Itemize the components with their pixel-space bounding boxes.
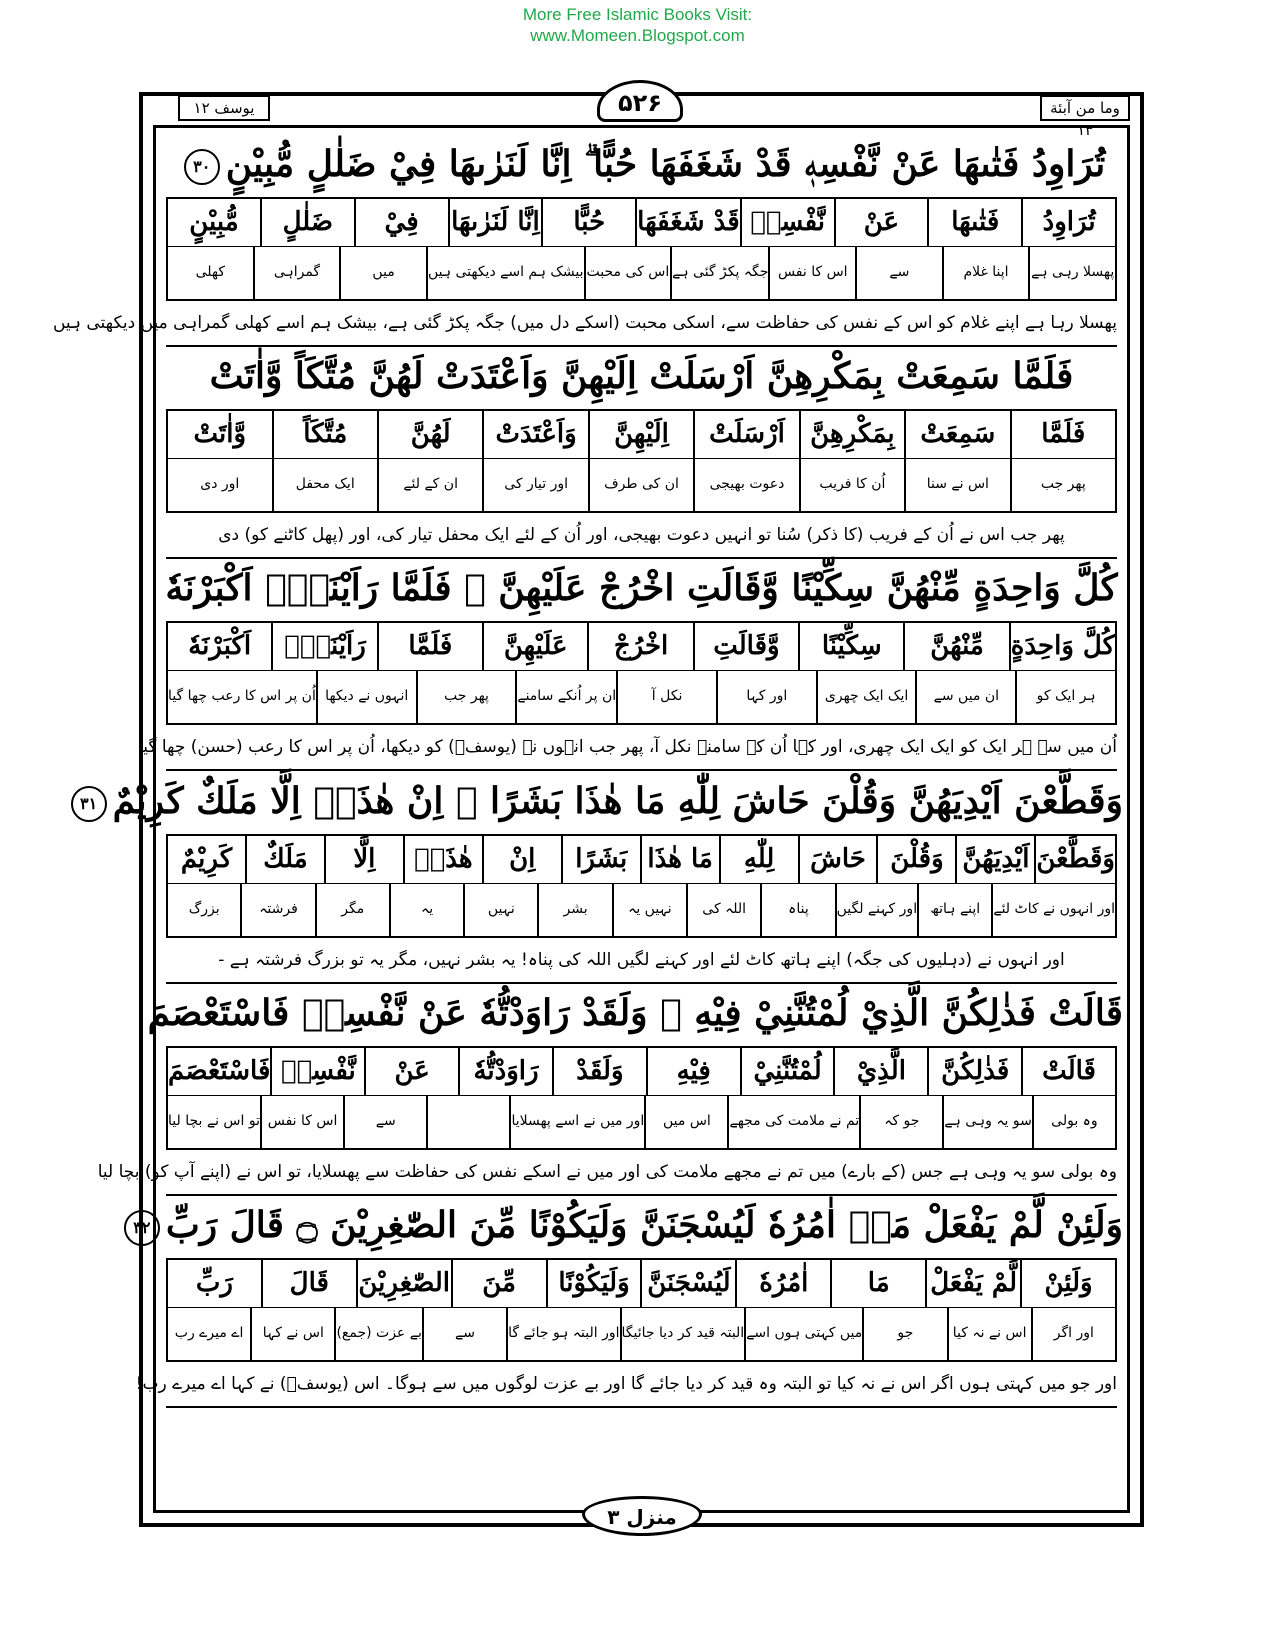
urdu-meaning-cell: سے (422, 1308, 506, 1360)
arabic-verse (160, 557, 1123, 619)
urdu-meaning-cell: جگہ پکڑ گئی ہے (670, 247, 768, 299)
urdu-meaning-cell: اس نے نہ کیا (947, 1308, 1031, 1360)
urdu-meaning-cell: اپنے ہاتھ (917, 884, 991, 936)
urdu-meaning-cell: اے میرے رب (174, 1325, 244, 1341)
arabic-word-cell: كُلَّ وَاحِدَةٍ (1009, 623, 1115, 670)
arabic-word-cell: وَقَطَّعْنَ (1034, 836, 1115, 883)
arabic-word-cell: فَلَمَّا (377, 623, 482, 670)
urdu-meaning-cell: نہیں (463, 884, 537, 936)
urdu-meaning-cell: بشر (537, 884, 611, 936)
arabic-word-cell: بِمَكْرِهِنَّ (799, 411, 904, 458)
arabic-word-cell: وَلَئِنْ (1020, 1260, 1115, 1307)
arabic-words-row (166, 834, 1117, 884)
urdu-meaning-cell: مگر (315, 884, 389, 936)
verse-number-mark: ۳۰ (184, 149, 220, 185)
arabic-word-cell: مَا (830, 1260, 925, 1307)
arabic-word-cell: الَّذِيْ (833, 1048, 927, 1095)
urdu-meaning-cell: اپنا غلام (942, 247, 1029, 299)
urdu-meanings-row (166, 671, 1117, 725)
arabic-word-cell: اَرْسَلَتْ (693, 411, 798, 458)
arabic-word-cell: اِنَّا لَنَرٰىهَا (448, 199, 542, 246)
word-by-word-grid (166, 834, 1117, 938)
urdu-meanings-row (166, 1096, 1117, 1150)
arabic-word-cell: بَشَرًا (561, 836, 640, 883)
urdu-meaning-cell: پھر جب (416, 671, 516, 723)
arabic-word-cell: اِلَيْهِنَّ (588, 411, 693, 458)
promo-link[interactable]: www.Momeen.Blogspot.com (530, 26, 745, 45)
arabic-word-cell: فِيْهِ (646, 1048, 740, 1095)
urdu-meaning-cell: ہر ایک کو (1015, 671, 1115, 723)
arabic-word-cell: نَّفْسِهٖ (270, 1048, 364, 1095)
urdu-meaning-cell: نہیں یہ (612, 884, 686, 936)
urdu-meaning-cell: وہ بولی (1032, 1096, 1115, 1148)
arabic-word-cell: اَكْبَرْنَهٗ (188, 631, 252, 661)
arabic-word-cell: رَاَيْنَهٗۤ (271, 623, 376, 670)
urdu-meaning-cell: سو یہ وہی ہے (942, 1096, 1031, 1148)
arabic-word-cell: وَّقَالَتِ (693, 623, 798, 670)
arabic-word-cell: قَالَتْ (1021, 1048, 1115, 1095)
urdu-meaning-cell: البتہ قید کر دیا جائیگا (620, 1308, 745, 1360)
arabic-word-cell: قَالَ (261, 1260, 356, 1307)
verse-number-mark: ۳۲ (124, 1210, 160, 1246)
urdu-meaning-cell: پھر جب (1010, 459, 1115, 511)
urdu-meaning-cell: اس کی محبت (584, 247, 671, 299)
arabic-words-row (166, 1258, 1117, 1308)
urdu-meaning-cell: اور انہوں نے کاٹ لئے (991, 884, 1115, 936)
arabic-word-cell: لَّمْ يَفْعَلْ (925, 1260, 1020, 1307)
urdu-meaning-cell: بزرگ (188, 901, 220, 917)
arabic-word-cell: وَّاٰتَتْ (193, 419, 247, 449)
urdu-meaning-cell: بے عزت (جمع) (334, 1308, 421, 1360)
urdu-meanings-row (166, 884, 1117, 938)
arabic-word-cell: حُبًّا (541, 199, 635, 246)
verse-text: كُلَّ وَاحِدَةٍ مِّنْهُنَّ سِكِّيْنًا وَّقَالَتِ اخْرُجْ عَلَيْهِنَّ ۚ فَلَمَّا رَاَيْنَهٗۤ اَكْبَرْنَهٗ (165, 567, 1118, 609)
urdu-meaning-cell: ان کی طرف (588, 459, 693, 511)
arabic-words-row (166, 621, 1117, 671)
verse-text: فَلَمَّا سَمِعَتْ بِمَكْرِهِنَّ اَرْسَلَتْ اِلَيْهِنَّ وَاَعْتَدَتْ لَهُنَّ مُتَّكَاً وَّاٰتَتْ (209, 355, 1074, 397)
urdu-meaning-cell: دعوت بھیجی (693, 459, 798, 511)
urdu-meaning-cell: اور اگر (1031, 1308, 1115, 1360)
urdu-meaning-cell: اُن پر اس کا رعب چھا گیا (168, 688, 316, 704)
arabic-word-cell: اخْرُجْ (587, 623, 692, 670)
arabic-word-cell: اِلَّا (324, 836, 403, 883)
urdu-meaning-cell: میں (339, 247, 426, 299)
urdu-translation: اور انہوں نے (دہلیوں کی جگہ) اپنے ہاتھ کاٹ لئے اور کہنے لگیں اللہ کی پناہ! یہ بشر نہیں، مگر یہ تو بزرگ فرشتہ ہے - (166, 938, 1117, 984)
word-by-word-grid (166, 409, 1117, 513)
promo-banner[interactable] (0, 4, 1275, 46)
urdu-meaning-cell: اللہ کی (686, 884, 760, 936)
arabic-word-cell: اِنْ (482, 836, 561, 883)
arabic-word-cell: فَاسْتَعْصَمَ (168, 1056, 271, 1086)
urdu-meaning-cell: اور دی (200, 476, 240, 492)
urdu-meaning-cell: اس میں (644, 1096, 727, 1148)
arabic-words-row (166, 1046, 1117, 1096)
arabic-word-cell: هٰذَاۤ (403, 836, 482, 883)
word-by-word-grid (166, 1258, 1117, 1362)
urdu-meaning-cell: کھلی (195, 264, 226, 280)
arabic-word-cell: وَلَقَدْ (552, 1048, 646, 1095)
arabic-words-row (166, 409, 1117, 459)
urdu-meaning-cell: فرشتہ (240, 884, 314, 936)
arabic-word-cell: وَاَعْتَدَتْ (482, 411, 587, 458)
verse-text: قَالَتْ فَذٰلِكُنَّ الَّذِيْ لُمْتُنَّنِيْ فِيْهِ ۭ وَلَقَدْ رَاوَدْتُّهٗ عَنْ نَّفْسِهٖ فَاسْتَعْصَمَ (147, 992, 1123, 1034)
arabic-word-cell: رَبِّ (195, 1268, 233, 1298)
urdu-translation: پھر جب اس نے اُن کے فریب (کا ذکر) سُنا تو انہیں دعوت بھیجی، اور اُن کے لئے ایک محفل تیار کی، اور (پھل کاٹنے کو) دی (166, 513, 1117, 559)
verse-number-mark: ۳۱ (71, 786, 107, 822)
arabic-word-cell: فَتٰىهَا (927, 199, 1021, 246)
page-number: ۵۲۶ (597, 80, 683, 122)
urdu-meaning-cell: اور کہنے لگیں (835, 884, 918, 936)
urdu-translation: اور جو میں کہتی ہوں اگر اس نے نہ کیا تو البتہ وہ قید کر دیا جائے گا اور بے عزت لوگوں میں سے ہوگا۔ اس (یوسفؑ) نے کہا اے میرے رب! (166, 1362, 1117, 1408)
arabic-word-cell: رَاوَدْتُّهٗ (458, 1048, 552, 1095)
arabic-verse (147, 982, 1123, 1044)
arabic-word-cell: اَيْدِيَهُنَّ (955, 836, 1034, 883)
urdu-meaning-cell: تو اس نے بچا لیا (168, 1113, 260, 1129)
para-label: وما من آبئة ۱۳ (1040, 95, 1130, 121)
urdu-meaning-cell: اور تیار کی (482, 459, 587, 511)
verse-text: تُرَاوِدُ فَتٰىهَا عَنْ نَّفْسِهٖ قَدْ شَغَفَهَا حُبًّا ۗ اِنَّا لَنَرٰىهَا فِيْ ضَلٰلٍ مُّبِيْنٍ (225, 143, 1106, 185)
arabic-word-cell: سَمِعَتْ (904, 411, 1009, 458)
arabic-word-cell: الصّٰغِرِيْنَ (356, 1260, 451, 1307)
urdu-meaning-cell: اور میں نے اسے پھسلایا (509, 1096, 644, 1148)
arabic-words-row (166, 197, 1117, 247)
word-by-word-grid (166, 621, 1117, 725)
urdu-meaning-cell: اس نے کہا (250, 1308, 334, 1360)
urdu-meaning-cell: جو کہ (859, 1096, 942, 1148)
urdu-meaning-cell (426, 1096, 509, 1148)
arabic-word-cell: اٰمُرُهٗ (735, 1260, 830, 1307)
arabic-word-cell: كَرِيْمٌ (180, 844, 233, 874)
arabic-word-cell: وَلَيَكُوْنًا (546, 1260, 641, 1307)
word-by-word-grid (166, 197, 1117, 301)
urdu-meaning-cell: ایک محفل (272, 459, 377, 511)
arabic-word-cell: فَلَمَّا (1010, 411, 1115, 458)
urdu-meaning-cell: انہوں نے دیکھا (316, 671, 416, 723)
arabic-word-cell: مَا هٰذَا (640, 836, 719, 883)
urdu-meaning-cell: تم نے ملامت کی مجھے (727, 1096, 859, 1148)
urdu-meaning-cell: سے (855, 247, 942, 299)
manzil-label: منزل ۳ (582, 1496, 702, 1536)
urdu-meaning-cell: نکل آ (616, 671, 716, 723)
arabic-word-cell: لِلّٰهِ (719, 836, 798, 883)
surah-label: یوسف ۱۲ (178, 95, 270, 121)
urdu-meaning-cell: اور البتہ ہو جائے گا (506, 1308, 619, 1360)
arabic-word-cell: عَلَيْهِنَّ (482, 623, 587, 670)
urdu-meaning-cell: یہ (389, 884, 463, 936)
arabic-word-cell: قَدْ شَغَفَهَا (635, 199, 740, 246)
urdu-meaning-cell: اُن کا فریب (799, 459, 904, 511)
urdu-meaning-cell: پناہ (760, 884, 834, 936)
urdu-meaning-cell: بیشک ہم اسے دیکھتی ہیں (426, 247, 584, 299)
verse-text: وَقَطَّعْنَ اَيْدِيَهُنَّ وَقُلْنَ حَاشَ لِلّٰهِ مَا هٰذَا بَشَرًا ۭ اِنْ هٰذَاۤ اِلَّا مَلَكٌ كَرِيْمٌ (112, 780, 1123, 822)
urdu-meaning-cell: ایک ایک چھری (816, 671, 916, 723)
arabic-word-cell: مُتَّكَاً (272, 411, 377, 458)
urdu-meaning-cell: ان میں سے (915, 671, 1015, 723)
urdu-translation: اُن میں سے ہر ایک کو ایک ایک چھری، اور کہا اُن کے سامنے نکل آ، پھر جب انہوں نے (یوسفؑ) کو دیکھا، اُن پر اس کا رعب (حسن) چھا گیا (166, 725, 1117, 771)
urdu-translation: وہ بولی سو یہ وہی ہے جس (کے بارے) میں تم نے مجھے ملامت کی اور میں نے اسکے نفس کی حفاظت سے پھسلایا، تو اس نے (اپنے آپ کو) بچا لیا (166, 1150, 1117, 1196)
arabic-word-cell: لَيُسْجَنَنَّ (640, 1260, 735, 1307)
arabic-word-cell: فَذٰلِكُنَّ (927, 1048, 1021, 1095)
arabic-word-cell: نَّفْسِهٖ (740, 199, 834, 246)
verse-text: وَلَئِنْ لَّمْ يَفْعَلْ مَاۤ اٰمُرُهٗ لَيُسْجَنَنَّ وَلَيَكُوْنًا مِّنَ الصّٰغِرِيْنَ ۝ قَالَ رَبِّ (165, 1204, 1123, 1246)
urdu-meaning-cell: سے (343, 1096, 426, 1148)
arabic-word-cell: فِيْ (354, 199, 448, 246)
urdu-meaning-cell: جو (862, 1308, 946, 1360)
arabic-verse (160, 133, 1123, 195)
arabic-word-cell: لُمْتُنَّنِيْ (740, 1048, 834, 1095)
arabic-word-cell: عَنْ (364, 1048, 458, 1095)
arabic-word-cell: مِّنْهُنَّ (903, 623, 1008, 670)
arabic-word-cell: ضَلٰلٍ (260, 199, 354, 246)
urdu-translation: پھسلا رہا ہے اپنے غلام کو اس کے نفس کی حفاظت سے، اسکی محبت (اسکے دل میں) جگہ پکڑ گئی ہے، بیشک ہم اسے کھلی گمراہی میں دیکھتی ہیں (166, 301, 1117, 347)
urdu-meaning-cell: گمراہی (253, 247, 340, 299)
arabic-word-cell: مَلَكٌ (245, 836, 324, 883)
arabic-word-cell: وَقُلْنَ (876, 836, 955, 883)
urdu-meaning-cell: ان پر اُنکے سامنے (515, 671, 616, 723)
urdu-meanings-row (166, 1308, 1117, 1362)
arabic-word-cell: سِكِّيْنًا (798, 623, 903, 670)
word-by-word-grid (166, 1046, 1117, 1150)
urdu-meaning-cell: میں کہتی ہوں اسے (744, 1308, 862, 1360)
arabic-word-cell: مُّبِيْنٍ (189, 207, 239, 237)
arabic-word-cell: مِّنَ (451, 1260, 546, 1307)
arabic-word-cell: عَنْ (834, 199, 928, 246)
promo-line-1: More Free Islamic Books Visit: (522, 5, 753, 24)
arabic-word-cell: تُرَاوِدُ (1021, 199, 1115, 246)
urdu-meaning-cell: ان کے لئے (377, 459, 482, 511)
arabic-verse (160, 345, 1123, 407)
urdu-meanings-row (166, 459, 1117, 513)
urdu-meaning-cell: اس کا نفس (768, 247, 855, 299)
urdu-meaning-cell: اس کا نفس (260, 1096, 343, 1148)
urdu-meaning-cell: اس نے سنا (904, 459, 1009, 511)
arabic-word-cell: حَاشَ (798, 836, 877, 883)
arabic-verse (80, 770, 1123, 832)
urdu-meanings-row (166, 247, 1117, 301)
urdu-meaning-cell: پھسلا رہی ہے (1028, 247, 1115, 299)
arabic-verse (133, 1194, 1123, 1256)
arabic-word-cell: لَهُنَّ (377, 411, 482, 458)
urdu-meaning-cell: اور کہا (716, 671, 816, 723)
